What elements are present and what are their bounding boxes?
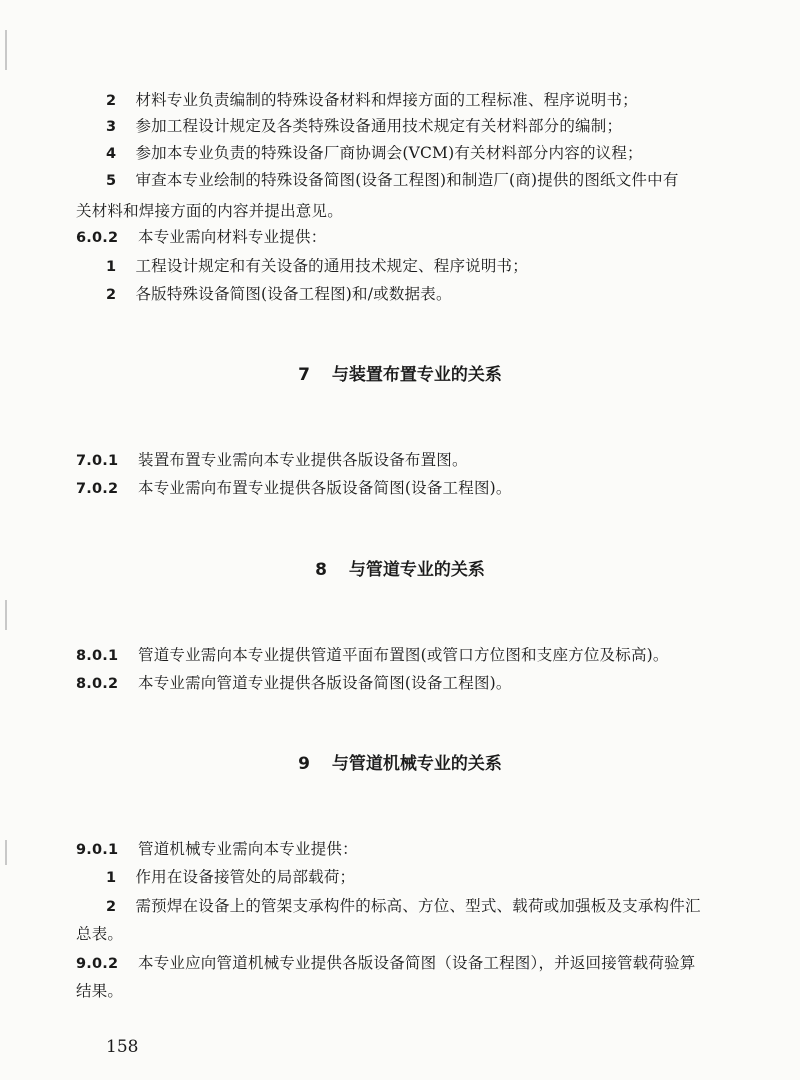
clause-number: 7.0.1 (76, 453, 119, 469)
clause (76, 226, 326, 249)
section-title: 与装置布置专业的关系 (331, 365, 502, 385)
clause (76, 952, 695, 975)
clause (76, 449, 468, 472)
section-title: 与管道机械专业的关系 (331, 754, 502, 774)
section-heading (0, 752, 800, 776)
clause (76, 644, 669, 667)
scan-edge-mark (5, 600, 7, 630)
section-number: 7 (298, 365, 310, 385)
item-text: 需预焊在设备上的管架支承构件的标高、方位、型式、载荷或加强板及支承构件汇 (135, 897, 701, 915)
clause-number: 7.0.2 (76, 481, 119, 497)
item-text: 材料专业负责编制的特殊设备材料和焊接方面的工程标准、程序说明书； (135, 91, 638, 109)
list-item (106, 895, 701, 918)
section-title: 与管道专业的关系 (348, 560, 485, 580)
scan-edge-mark (5, 840, 7, 865)
clause-text: 本专业应向管道机械专业提供各版设备简图（设备工程图），并返回接管载荷验算 (138, 954, 696, 972)
clause-text: 装置布置专业需向本专业提供各版设备布置图。 (138, 451, 468, 469)
list-item (106, 115, 622, 138)
scan-edge-mark (5, 30, 7, 70)
item-number: 2 (106, 93, 117, 109)
clause (76, 838, 358, 861)
item-number: 2 (106, 899, 117, 915)
list-item (106, 89, 638, 112)
item-number: 4 (106, 146, 117, 162)
clause-text: 本专业需向材料专业提供： (138, 228, 327, 246)
section-heading (0, 363, 800, 387)
item-text: 参加本专业负责的特殊设备厂商协调会(VCM)有关材料部分内容的议程； (135, 144, 643, 162)
clause-text: 本专业需向管道专业提供各版设备简图(设备工程图)。 (138, 674, 512, 692)
list-item (106, 142, 643, 165)
list-item (106, 283, 452, 306)
clause-text: 管道机械专业需向本专业提供： (138, 840, 358, 858)
clause-number: 6.0.2 (76, 230, 119, 246)
item-text: 审查本专业绘制的特殊设备简图(设备工程图)和制造厂(商)提供的图纸文件中有 (135, 171, 679, 189)
list-item (106, 169, 679, 192)
item-number: 1 (106, 870, 117, 886)
clause (76, 477, 512, 500)
section-heading (0, 558, 800, 582)
clause-text: 本专业需向布置专业提供各版设备简图(设备工程图)。 (138, 479, 512, 497)
list-item-continuation: 总表。 (76, 925, 124, 943)
clause-number: 8.0.2 (76, 676, 119, 692)
list-item (106, 866, 355, 889)
item-number: 1 (106, 259, 117, 275)
section-number: 9 (298, 754, 310, 774)
item-text: 参加工程设计规定及各类特殊设备通用技术规定有关材料部分的编制； (135, 117, 623, 135)
item-text: 工程设计规定和有关设备的通用技术规定、程序说明书； (135, 257, 528, 275)
item-text: 作用在设备接管处的局部载荷； (135, 868, 356, 886)
list-item-continuation: 关材料和焊接方面的内容并提出意见。 (76, 202, 343, 220)
clause-text: 管道专业需向本专业提供管道平面布置图(或管口方位图和支座方位及标高)。 (138, 646, 669, 664)
item-number: 3 (106, 119, 117, 135)
list-item (106, 255, 528, 278)
clause-number: 8.0.1 (76, 648, 119, 664)
clause (76, 672, 512, 695)
item-number: 2 (106, 287, 117, 303)
clause-number: 9.0.2 (76, 956, 119, 972)
page-number: 158 (106, 1037, 139, 1057)
clause-continuation: 结果。 (76, 982, 124, 1000)
section-number: 8 (315, 560, 327, 580)
item-number: 5 (106, 173, 117, 189)
item-text: 各版特殊设备简图(设备工程图)和/或数据表。 (135, 285, 452, 303)
clause-number: 9.0.1 (76, 842, 119, 858)
